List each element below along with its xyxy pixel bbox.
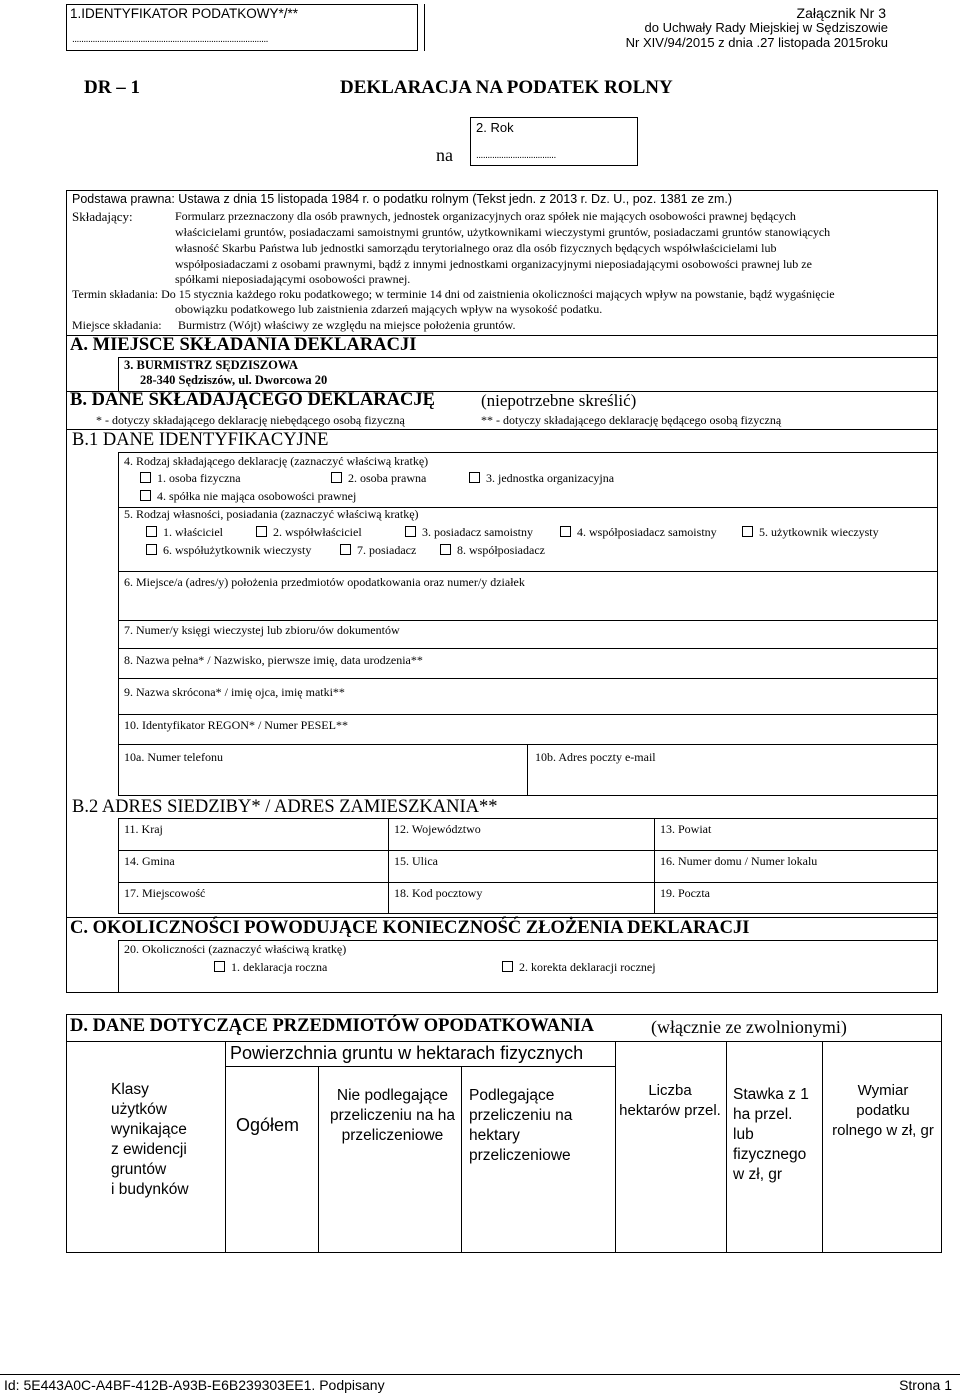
section-d-subheader: Powierzchnia gruntu w hektarach fizycznych — [230, 1043, 584, 1063]
field-19-poczta[interactable]: 19. Poczta — [660, 886, 710, 900]
deadline-line-1: Termin składania: Do 15 stycznia każdego roku podatkowego; w terminie 14 dni od zaistnienia okoliczności mających wpływ na powstanie, bądź wygaśnięcie — [72, 287, 835, 301]
nip-label: 1.IDENTYFIKATOR PODATKOWY*/** — [70, 6, 299, 21]
checkbox-icon[interactable] — [405, 526, 416, 537]
section-c-title: C. OKOLICZNOŚCI POWODUJĄCE KONIECZNOŚĆ ZŁOŻENIA DEKLARACJI — [70, 918, 750, 938]
field-5-label: 5. Rodzaj własności, posiadania (zaznaczyć właściwą kratkę) — [124, 507, 419, 521]
field-10-label: 10. Identyfikator REGON* / Numer PESEL** — [124, 718, 348, 732]
section-b-title: B. DANE SKŁADAJĄCEGO DEKLARACJĘ — [70, 390, 435, 410]
option-wspoluzytkownik[interactable]: 6. współużytkownik wieczysty — [146, 543, 311, 558]
section-d-title: D. DANE DOTYCZĄCE PRZEDMIOTÓW OPODATKOWANIA — [70, 1016, 595, 1036]
checkbox-icon[interactable] — [256, 526, 267, 537]
col-stawka: Stawka z 1 ha przel. lub fizycznego w zł, gr — [733, 1086, 809, 1183]
attachment-line1: Załącznik Nr 3 — [796, 5, 886, 21]
col-ogolem: Ogółem — [236, 1115, 300, 1135]
section-b-title-note: (niepotrzebne skreślić) — [481, 391, 637, 410]
col-nie-podlegajace: Nie podlegające przeliczeniu na ha przeliczeniowe — [330, 1087, 455, 1144]
attachment-line3: Nr XIV/94/2015 z dnia .27 listopada 2015roku — [625, 35, 888, 50]
legal-basis: Podstawa prawna: Ustawa z dnia 15 listopada 1984 r. o podatku rolnym (Tekst jedn. z 2013 r. Dz. U., poz. 1381 ze zm.) — [72, 192, 733, 206]
option-wspolposiadacz-samoistny[interactable]: 4. współposiadacz samoistny — [560, 525, 717, 540]
form-title: DEKLARACJA NA PODATEK ROLNY — [340, 77, 673, 98]
option-osoba-fizyczna[interactable]: 1. osoba fizyczna — [140, 471, 241, 486]
field-17-miejscowosc[interactable]: 17. Miejscowość — [124, 886, 206, 900]
checkbox-icon[interactable] — [140, 472, 151, 483]
field-11-kraj[interactable]: 11. Kraj — [124, 822, 163, 836]
checkbox-icon[interactable] — [140, 490, 151, 501]
checkbox-icon[interactable] — [469, 472, 480, 483]
footer-page: Strona 1 — [899, 1377, 952, 1393]
field-14-gmina[interactable]: 14. Gmina — [124, 854, 175, 868]
field-12-wojewodztwo[interactable]: 12. Województwo — [394, 822, 481, 836]
address-row-divider-2 — [118, 882, 938, 883]
checkbox-icon[interactable] — [340, 544, 351, 555]
field-7-label: 7. Numer/y księgi wieczystej lub zbioru/ów dokumentów — [124, 623, 400, 637]
section-a-title: A. MIEJSCE SKŁADANIA DEKLARACJI — [70, 335, 417, 355]
option-posiadacz[interactable]: 7. posiadacz — [340, 543, 416, 558]
col-wymiar-podatku: Wymiar podatku rolnego w zł, gr — [832, 1082, 934, 1139]
field-16-numer-domu[interactable]: 16. Numer domu / Numer lokalu — [660, 854, 818, 868]
col-podlegajace: Podlegające przeliczeniu na hektary przeliczeniowe — [469, 1087, 573, 1164]
field-3-line1: 3. BURMISTRZ SĘDZISZOWA — [124, 358, 299, 372]
option-jednostka-organizacyjna[interactable]: 3. jednostka organizacyjna — [469, 471, 614, 486]
section-d-col-divider-2 — [318, 1066, 319, 1253]
header-divider — [424, 4, 425, 51]
checkbox-icon[interactable] — [440, 544, 451, 555]
field-4-label: 4. Rodzaj składającego deklarację (zaznaczyć właściwą kratkę) — [124, 454, 429, 468]
checkbox-icon[interactable] — [560, 526, 571, 537]
field-3-line2: 28-340 Sędziszów, ul. Dworcowa 20 — [140, 373, 328, 387]
col-klasy: Klasy użytków wynikające z ewidencji gruntów i budynków — [111, 1081, 189, 1198]
option-osoba-prawna[interactable]: 2. osoba prawna — [331, 471, 426, 486]
field-6-label: 6. Miejsce/a (adres/y) położenia przedmiotów opodatkowania oraz numer/y działek — [124, 575, 525, 589]
field-20-label: 20. Okoliczności (zaznaczyć właściwą kratkę) — [124, 942, 347, 956]
section-d-col-divider-6 — [822, 1041, 823, 1253]
checkbox-icon[interactable] — [146, 544, 157, 555]
place-value: Burmistrz (Wójt) właściwy ze względu na miejsce położenia gruntów. — [178, 318, 516, 332]
address-col-divider-1 — [388, 818, 389, 914]
field-8-label: 8. Nazwa pełna* / Nazwisko, pierwsze imię, data urodzenia** — [124, 653, 423, 667]
section-d-col-divider-3 — [461, 1066, 462, 1253]
address-row-divider-1 — [118, 850, 938, 851]
filer-line-4: współposiadaczami z osobami prawnymi, bądź z innymi jednostkami organizacyjnymi nieposiadającymi osobowości prawnej lub ze — [175, 257, 812, 271]
footer-id: Id: 5E443A0C-A4BF-412B-A93B-E6B239303EE1. Podpisany — [4, 1377, 385, 1393]
checkbox-icon[interactable] — [502, 961, 513, 972]
option-wspolposiadacz[interactable]: 8. współposiadacz — [440, 543, 545, 558]
filer-line-5: spółkami nieposiadającymi osobowości prawnej. — [175, 272, 411, 286]
checkbox-icon[interactable] — [146, 526, 157, 537]
section-d-title-note: (włącznie ze zwolnionymi) — [651, 1017, 847, 1037]
section-d-col-divider-4 — [615, 1041, 616, 1253]
attachment-line2: do Uchwały Rady Miejskiej w Sędziszowie — [644, 20, 888, 35]
field-10b-label: 10b. Adres poczty e-mail — [535, 750, 656, 764]
option-wspolwlasciciel[interactable]: 2. współwłaściciel — [256, 525, 362, 540]
deadline-line-2: obowiązku podatkowego lub zaistnienia zdarzeń mających wpływ na wysokość podatku. — [175, 302, 603, 316]
year-label: 2. Rok — [476, 120, 514, 135]
option-wlasciciel[interactable]: 1. właściciel — [146, 525, 223, 540]
checkbox-icon[interactable] — [331, 472, 342, 483]
section-d-col-divider-5 — [726, 1041, 727, 1253]
field-18-kod-pocztowy[interactable]: 18. Kod pocztowy — [394, 886, 483, 900]
note-star: * - dotyczy składającego deklarację niebędącego osobą fizyczną — [96, 413, 405, 427]
option-deklaracja-roczna[interactable]: 1. deklaracja roczna — [214, 960, 327, 975]
field-9-label: 9. Nazwa skrócona* / imię ojca, imię matki** — [124, 685, 345, 699]
form-code: DR – 1 — [84, 77, 140, 98]
b1-title: B.1 DANE IDENTYFIKACYJNE — [72, 430, 329, 450]
option-korekta[interactable]: 2. korekta deklaracji rocznej — [502, 960, 656, 975]
filer-line-2: właścicielami gruntów, posiadaczami samoistnymi gruntów, użytkownikami wieczystymi gruntów, posiadaczami gruntów stanowiących — [175, 225, 831, 239]
checkbox-icon[interactable] — [742, 526, 753, 537]
b2-title: B.2 ADRES SIEDZIBY* / ADRES ZAMIESZKANIA** — [72, 797, 498, 817]
filer-line-1: Formularz przeznaczony dla osób prawnych, jednostek organizacyjnych oraz spółek nie mających osobowości prawnej będących — [175, 209, 796, 223]
section-d-header-divider — [66, 1041, 942, 1042]
option-spolka[interactable]: 4. spółka nie mająca osobowości prawnej — [140, 489, 356, 504]
field-13-powiat[interactable]: 13. Powiat — [660, 822, 712, 836]
option-uzytkownik-wieczysty[interactable]: 5. użytkownik wieczysty — [742, 525, 879, 540]
place-label: Miejsce składania: — [72, 318, 162, 332]
col-liczba-hektarow: Liczba hektarów przel. — [619, 1082, 721, 1119]
field-15-ulica[interactable]: 15. Ulica — [394, 854, 438, 868]
year-dots: ................................... — [476, 150, 556, 161]
field-10a-label: 10a. Numer telefonu — [124, 750, 223, 764]
section-d-col-divider-1 — [225, 1041, 226, 1253]
footer-divider — [0, 1374, 960, 1375]
note-double-star: ** - dotyczy składającego deklarację będącego osobą fizyczną — [481, 413, 782, 427]
filer-label: Składający: — [72, 209, 133, 224]
na-label: na — [436, 145, 453, 165]
option-posiadacz-samoistny[interactable]: 3. posiadacz samoistny — [405, 525, 533, 540]
section-d-subheader-divider — [225, 1066, 615, 1067]
address-col-divider-2 — [654, 818, 655, 914]
checkbox-icon[interactable] — [214, 961, 225, 972]
filer-line-3: własność Skarbu Państwa lub jednostki samorządu terytorialnego oraz dla osób fizycznych będących współwłaścicielami lub — [175, 241, 777, 255]
nip-dots: ...................................................................................... — [72, 34, 268, 45]
